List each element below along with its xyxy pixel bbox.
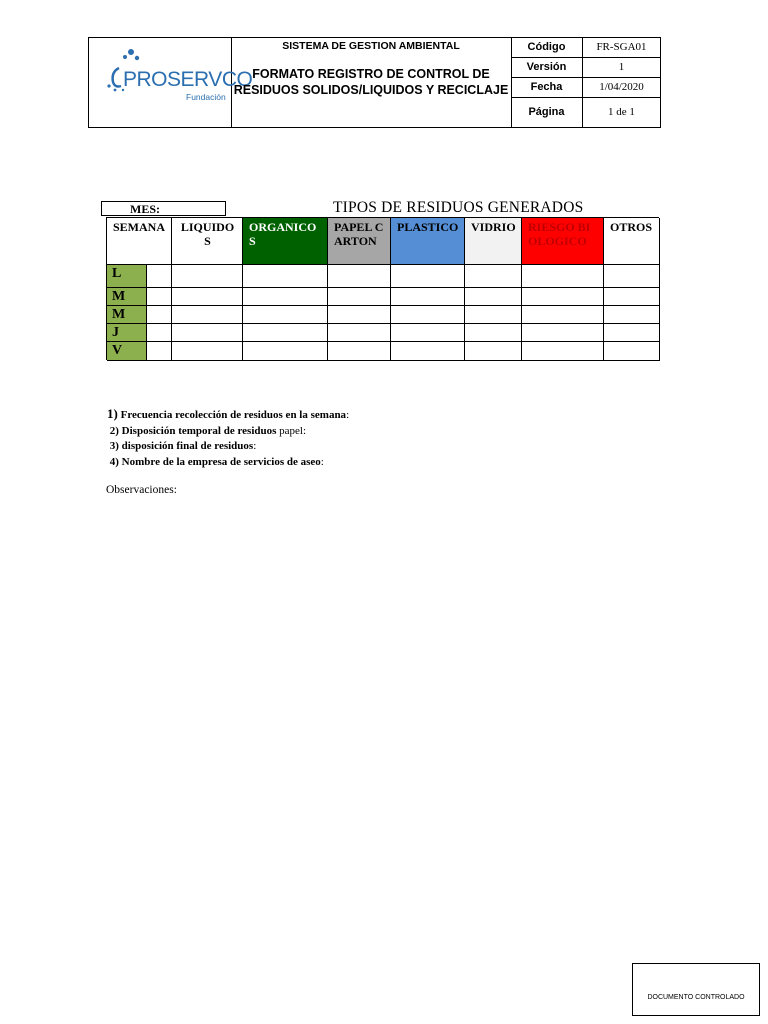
column-header: SEMANA — [107, 218, 172, 265]
note-text: Frecuencia recolección de residuos en la semana — [120, 409, 347, 421]
column-header: LIQUIDOS — [172, 218, 243, 265]
meta-row-fecha — [511, 77, 660, 98]
entry-cell[interactable] — [172, 265, 243, 288]
stamp-text: DOCUMENTO CONTROLADO — [647, 994, 745, 1001]
column-header: PLASTICO — [391, 218, 465, 265]
meta-value: 1/04/2020 — [599, 81, 644, 93]
column-header: VIDRIO — [465, 218, 522, 265]
meta-value: 1 de 1 — [608, 106, 635, 118]
entry-cell[interactable] — [243, 342, 328, 361]
entry-cell[interactable] — [604, 265, 660, 288]
meta-value: 1 — [618, 61, 625, 73]
entry-cell[interactable] — [147, 265, 172, 288]
entry-cell[interactable] — [604, 324, 660, 342]
title-cell — [231, 38, 512, 127]
day-label: M — [107, 306, 147, 324]
note-number: 2) — [109, 424, 119, 437]
entry-cell[interactable] — [243, 265, 328, 288]
note-text: disposición final de residuos — [121, 440, 254, 452]
day-label: M — [107, 288, 147, 306]
table-title: TIPOS DE RESIDUOS GENERADOS — [333, 199, 584, 216]
entry-cell[interactable] — [391, 288, 465, 306]
note-item — [107, 455, 349, 471]
entry-cell[interactable] — [243, 306, 328, 324]
entry-cell[interactable] — [522, 288, 604, 306]
note-number: 3) — [109, 440, 119, 452]
entry-cell[interactable] — [172, 306, 243, 324]
day-label: L — [107, 265, 147, 288]
entry-cell[interactable] — [391, 324, 465, 342]
note-text: Nombre de la empresa de servicios de aseo — [121, 455, 321, 468]
note-number: 4) — [109, 455, 119, 468]
entry-cell[interactable] — [243, 324, 328, 342]
day-label: V — [107, 342, 147, 361]
note-item — [107, 406, 349, 424]
column-header: ORGANICOS — [243, 218, 328, 265]
note-item — [107, 424, 349, 440]
entry-cell[interactable] — [328, 342, 391, 361]
day-label: J — [107, 324, 147, 342]
meta-row-version — [511, 57, 660, 78]
document-header — [88, 37, 661, 128]
entry-cell[interactable] — [172, 324, 243, 342]
entry-cell[interactable] — [147, 342, 172, 361]
meta-label: Código — [511, 38, 583, 57]
notes-list — [107, 406, 349, 470]
column-header: PAPEL CARTON — [328, 218, 391, 265]
observations-label: Observaciones: — [106, 484, 177, 496]
note-suffix: papel: — [276, 424, 307, 437]
note-item — [107, 439, 349, 455]
entry-cell[interactable] — [465, 288, 522, 306]
entry-cell[interactable] — [243, 288, 328, 306]
entry-cell[interactable] — [147, 324, 172, 342]
entry-cell[interactable] — [465, 342, 522, 361]
entry-cell[interactable] — [604, 288, 660, 306]
meta-label: Fecha — [511, 77, 583, 97]
column-header: RIESGO BIOLOGICO — [522, 218, 604, 265]
entry-cell[interactable] — [391, 265, 465, 288]
entry-cell[interactable] — [465, 265, 522, 288]
column-header: OTROS — [604, 218, 660, 265]
meta-value: FR-SGA01 — [596, 41, 647, 53]
entry-cell[interactable] — [391, 306, 465, 324]
note-suffix: : — [320, 455, 324, 468]
note-number: 1) — [107, 406, 118, 421]
entry-cell[interactable] — [328, 306, 391, 324]
entry-cell[interactable] — [465, 306, 522, 324]
logo-cell — [89, 38, 253, 127]
entry-cell[interactable] — [604, 342, 660, 361]
entry-cell[interactable] — [465, 324, 522, 342]
meta-row-pagina — [511, 97, 660, 127]
brand-name: PROSERVCO — [123, 68, 253, 91]
entry-cell[interactable] — [522, 342, 604, 361]
month-label: MES: — [130, 202, 160, 216]
entry-cell[interactable] — [147, 288, 172, 306]
entry-cell[interactable] — [391, 342, 465, 361]
meta-label: Página — [511, 97, 583, 127]
entry-cell[interactable] — [328, 324, 391, 342]
entry-cell[interactable] — [522, 324, 604, 342]
entry-cell[interactable] — [172, 342, 243, 361]
entry-cell[interactable] — [522, 306, 604, 324]
form-title: FORMATO REGISTRO DE CONTROL DE RESIDUOS SOLIDOS/LIQUIDOS Y RECICLAJE — [233, 67, 509, 97]
entry-cell[interactable] — [328, 265, 391, 288]
entry-cell[interactable] — [328, 288, 391, 306]
waste-types-table — [106, 217, 659, 360]
month-field[interactable] — [101, 201, 226, 216]
note-suffix: : — [253, 440, 257, 452]
system-title: SISTEMA DE GESTION AMBIENTAL — [282, 40, 460, 52]
note-suffix: : — [346, 409, 350, 421]
entry-cell[interactable] — [147, 306, 172, 324]
note-text: Disposición temporal de residuos — [121, 424, 277, 437]
brand-subtitle: Fundación — [186, 92, 226, 102]
document-controlled-stamp — [632, 963, 760, 1016]
entry-cell[interactable] — [604, 306, 660, 324]
entry-cell[interactable] — [522, 265, 604, 288]
meta-row-codigo — [511, 38, 660, 58]
entry-cell[interactable] — [172, 288, 243, 306]
meta-label: Versión — [511, 57, 583, 77]
